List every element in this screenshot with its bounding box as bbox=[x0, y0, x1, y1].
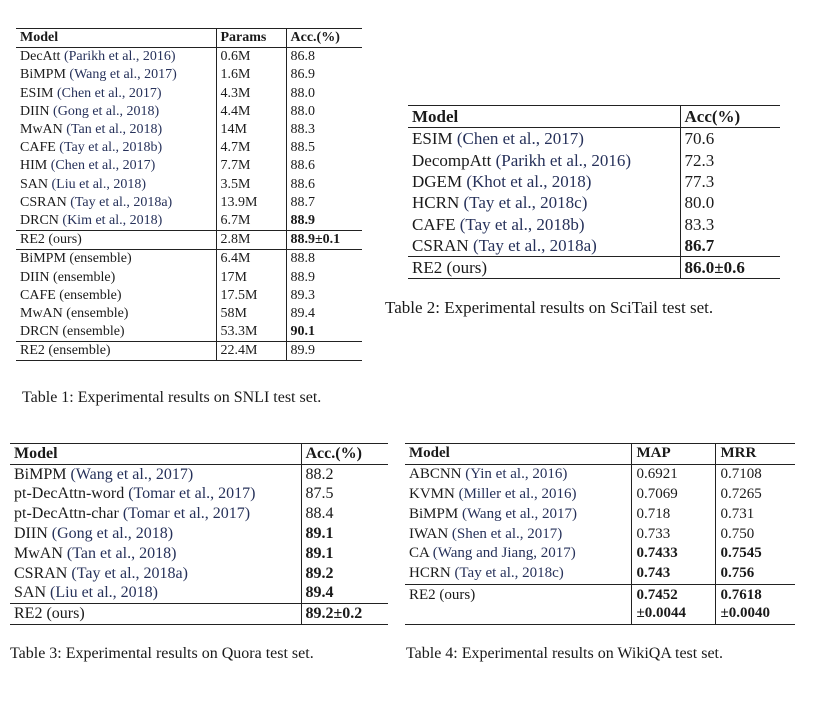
table-body bbox=[16, 48, 362, 361]
params-cell: 4.3M bbox=[216, 85, 286, 103]
table-row bbox=[10, 544, 388, 564]
header-model: Model bbox=[412, 107, 459, 127]
model-cell bbox=[408, 150, 680, 171]
model-cell bbox=[16, 103, 216, 121]
table-row bbox=[16, 250, 362, 269]
header-model: Model bbox=[409, 445, 450, 462]
accuracy-cell: 89.2 bbox=[301, 564, 388, 584]
params-cell: 4.7M bbox=[216, 139, 286, 157]
table-row bbox=[16, 231, 362, 250]
model-cell bbox=[405, 504, 631, 524]
model-cell bbox=[10, 524, 301, 544]
model-citation: (Tomar et al., 2017) bbox=[128, 485, 256, 503]
mrr-cell bbox=[715, 464, 795, 484]
model-cell bbox=[16, 323, 216, 342]
table-row bbox=[408, 128, 780, 150]
model-cell bbox=[10, 564, 301, 584]
model-name: HCRN bbox=[409, 565, 451, 582]
header-mrr: MRR bbox=[715, 444, 795, 465]
table-2-caption: Table 2: Experimental results on SciTail test set. bbox=[385, 298, 714, 317]
accuracy-cell: 88.9±0.1 bbox=[286, 231, 362, 250]
table-row bbox=[16, 103, 362, 121]
model-citation: (Wang et al., 2017) bbox=[69, 67, 177, 83]
params-cell: 3.5M bbox=[216, 176, 286, 194]
model-name: MwAN bbox=[20, 122, 63, 138]
table-body bbox=[405, 464, 795, 624]
scitail-results-table bbox=[408, 105, 780, 279]
accuracy-cell: 88.7 bbox=[286, 194, 362, 212]
model-cell bbox=[16, 121, 216, 139]
model-cell bbox=[10, 544, 301, 564]
table-row bbox=[16, 194, 362, 212]
model-citation: (Chen et al., 2017) bbox=[456, 129, 584, 149]
model-cell bbox=[408, 257, 680, 279]
model-citation: (Wang et al., 2017) bbox=[461, 505, 577, 522]
header-acc: Acc.(%) bbox=[301, 444, 388, 465]
map-cell bbox=[631, 524, 715, 544]
quora-results-table bbox=[10, 443, 388, 625]
model-name: HCRN bbox=[412, 193, 460, 213]
mrr-value: 0.750 bbox=[720, 525, 755, 542]
header-acc: Acc.(%) bbox=[286, 29, 362, 48]
table-row bbox=[16, 121, 362, 139]
table-row bbox=[16, 268, 362, 286]
model-cell bbox=[10, 604, 301, 625]
model-name: BiMPM bbox=[409, 505, 459, 522]
model-name: CSRAN bbox=[412, 235, 469, 255]
table-row bbox=[408, 192, 780, 213]
table-row bbox=[405, 544, 795, 564]
params-cell: 4.4M bbox=[216, 103, 286, 121]
model-citation: (Parikh et al., 2016) bbox=[495, 150, 632, 170]
model-citation: (Tay et al., 2018a) bbox=[71, 564, 188, 582]
mrr-cell bbox=[715, 564, 795, 584]
model-name: DRCN bbox=[20, 212, 59, 228]
accuracy-cell: 88.3 bbox=[286, 121, 362, 139]
accuracy-cell: 89.4 bbox=[286, 305, 362, 323]
model-citation: (Liu et al., 2018) bbox=[51, 176, 146, 192]
model-name: CAFE bbox=[412, 214, 456, 234]
table-row bbox=[405, 464, 795, 484]
mrr-cell bbox=[715, 485, 795, 505]
table-header-row bbox=[16, 29, 362, 48]
params-cell: 53.3M bbox=[216, 323, 286, 342]
model-citation: (Tay et al., 2018c) bbox=[463, 193, 588, 213]
accuracy-cell: 88.6 bbox=[286, 157, 362, 175]
wikiqa-results-table bbox=[405, 443, 795, 625]
map-cell bbox=[631, 485, 715, 505]
model-cell bbox=[405, 464, 631, 484]
model-name: CAFE (ensemble) bbox=[20, 287, 122, 303]
table-row bbox=[10, 464, 388, 484]
accuracy-cell: 89.1 bbox=[301, 524, 388, 544]
table-2 bbox=[408, 105, 780, 279]
table-row bbox=[16, 305, 362, 323]
table-4 bbox=[405, 443, 795, 625]
table-row bbox=[408, 257, 780, 279]
map-value: 0.6921 bbox=[636, 466, 678, 483]
table-body bbox=[10, 464, 388, 624]
accuracy-cell: 88.0 bbox=[286, 85, 362, 103]
table-row bbox=[10, 485, 388, 505]
header-map: MAP bbox=[631, 444, 715, 465]
accuracy-cell: 90.1 bbox=[286, 323, 362, 342]
table-row bbox=[10, 504, 388, 524]
model-citation: (Chen et al., 2017) bbox=[50, 158, 156, 174]
map-value: 0.733 bbox=[636, 525, 671, 542]
accuracy-cell: 89.2±0.2 bbox=[301, 604, 388, 625]
model-name: ESIM bbox=[20, 85, 54, 101]
accuracy-cell: 88.5 bbox=[286, 139, 362, 157]
accuracy-cell: 88.9 bbox=[286, 212, 362, 231]
model-cell bbox=[408, 213, 680, 234]
table-header-row bbox=[405, 444, 795, 465]
model-name: DIIN bbox=[20, 103, 50, 119]
table-row bbox=[405, 485, 795, 505]
accuracy-cell: 88.8 bbox=[286, 250, 362, 269]
table-row bbox=[16, 48, 362, 67]
table-row bbox=[405, 584, 795, 624]
model-citation: (Liu et al., 2018) bbox=[50, 584, 158, 602]
model-cell bbox=[16, 231, 216, 250]
model-cell bbox=[16, 250, 216, 269]
accuracy-cell: 88.2 bbox=[301, 464, 388, 484]
params-cell: 2.8M bbox=[216, 231, 286, 250]
model-citation: (Wang et al., 2017) bbox=[70, 465, 194, 483]
mrr-cell bbox=[715, 504, 795, 524]
table-header-row bbox=[10, 444, 388, 465]
params-cell: 22.4M bbox=[216, 342, 286, 361]
model-cell bbox=[408, 192, 680, 213]
model-name: IWAN bbox=[409, 525, 449, 542]
table-row bbox=[10, 604, 388, 625]
table-row bbox=[16, 66, 362, 84]
model-citation: (Chen et al., 2017) bbox=[56, 85, 162, 101]
model-citation: (Tan et al., 2018) bbox=[66, 544, 177, 562]
model-citation: (Kim et al., 2018) bbox=[62, 212, 163, 228]
accuracy-cell: 80.0 bbox=[680, 192, 780, 213]
params-cell: 17M bbox=[216, 268, 286, 286]
table-4-caption: Table 4: Experimental results on WikiQA test set. bbox=[406, 645, 723, 662]
model-name: pt-DecAttn-word bbox=[14, 485, 125, 503]
model-name: RE2 (ours) bbox=[412, 258, 488, 278]
model-name: MwAN (ensemble) bbox=[20, 305, 129, 321]
model-citation: (Shen et al., 2017) bbox=[451, 525, 563, 542]
model-cell bbox=[16, 342, 216, 361]
model-name: BiMPM (ensemble) bbox=[20, 251, 132, 267]
mrr-cell bbox=[715, 524, 795, 544]
mrr-value: 0.7265 bbox=[720, 485, 762, 502]
params-cell: 14M bbox=[216, 121, 286, 139]
map-cell bbox=[631, 504, 715, 524]
table-header-row bbox=[408, 106, 780, 128]
model-name: BiMPM bbox=[20, 67, 66, 83]
model-cell bbox=[408, 171, 680, 192]
model-cell bbox=[405, 564, 631, 584]
table-row bbox=[10, 584, 388, 604]
model-cell bbox=[16, 48, 216, 67]
params-cell: 6.4M bbox=[216, 250, 286, 269]
mrr-value: 0.7618 bbox=[720, 586, 762, 603]
params-cell: 58M bbox=[216, 305, 286, 323]
model-cell bbox=[16, 157, 216, 175]
map-value: 0.7433 bbox=[636, 545, 678, 562]
params-cell: 7.7M bbox=[216, 157, 286, 175]
accuracy-cell: 89.4 bbox=[301, 584, 388, 604]
map-cell bbox=[631, 464, 715, 484]
table-row bbox=[408, 150, 780, 171]
model-cell bbox=[10, 584, 301, 604]
table-row bbox=[16, 342, 362, 361]
model-cell bbox=[408, 128, 680, 150]
accuracy-cell: 86.8 bbox=[286, 48, 362, 67]
table-body bbox=[408, 128, 780, 279]
map-value: 0.718 bbox=[636, 505, 671, 522]
header-acc: Acc(%) bbox=[680, 106, 780, 128]
table-row bbox=[408, 213, 780, 234]
map-value: 0.743 bbox=[636, 565, 671, 582]
model-citation: (Tay et al., 2018c) bbox=[454, 565, 564, 582]
table-row bbox=[405, 524, 795, 544]
mrr-cell bbox=[715, 584, 795, 624]
model-cell bbox=[16, 305, 216, 323]
map-std: ±0.0044 bbox=[636, 605, 686, 622]
model-cell bbox=[405, 544, 631, 564]
table-row bbox=[10, 524, 388, 544]
model-name: CA bbox=[409, 545, 430, 562]
accuracy-cell: 70.6 bbox=[680, 128, 780, 150]
accuracy-cell: 88.0 bbox=[286, 103, 362, 121]
model-citation: (Parikh et al., 2016) bbox=[63, 49, 176, 65]
model-name: KVMN bbox=[409, 485, 455, 502]
model-citation: (Gong et al., 2018) bbox=[51, 525, 174, 543]
model-citation: (Tay et al., 2018b) bbox=[459, 214, 585, 234]
model-cell bbox=[16, 194, 216, 212]
accuracy-cell: 83.3 bbox=[680, 213, 780, 234]
params-cell: 6.7M bbox=[216, 212, 286, 231]
model-name: RE2 (ours) bbox=[20, 232, 82, 248]
table-3-caption: Table 3: Experimental results on Quora test set. bbox=[10, 645, 314, 662]
table-row bbox=[16, 157, 362, 175]
model-name: MwAN bbox=[14, 544, 63, 562]
model-name: CAFE bbox=[20, 140, 56, 156]
model-name: SAN bbox=[14, 584, 47, 602]
table-row bbox=[16, 323, 362, 342]
model-citation: (Tomar et al., 2017) bbox=[122, 505, 251, 523]
table-row bbox=[16, 212, 362, 231]
accuracy-cell: 86.9 bbox=[286, 66, 362, 84]
model-citation: (Tay et al., 2018a) bbox=[70, 194, 173, 210]
accuracy-cell: 88.9 bbox=[286, 268, 362, 286]
map-value: 0.7452 bbox=[636, 586, 678, 603]
header-model: Model bbox=[14, 444, 58, 462]
model-cell bbox=[10, 464, 301, 484]
model-citation: (Tay et al., 2018a) bbox=[472, 235, 597, 255]
accuracy-cell: 89.1 bbox=[301, 544, 388, 564]
model-cell bbox=[10, 504, 301, 524]
model-cell bbox=[16, 139, 216, 157]
model-cell bbox=[405, 485, 631, 505]
model-name: CSRAN bbox=[20, 194, 67, 210]
model-name: RE2 (ours) bbox=[409, 586, 476, 603]
map-cell bbox=[631, 564, 715, 584]
model-citation: (Khot et al., 2018) bbox=[466, 172, 592, 192]
model-name: CSRAN bbox=[14, 564, 68, 582]
model-name: BiMPM bbox=[14, 465, 67, 483]
model-name: ESIM bbox=[412, 129, 453, 149]
model-name: DGEM bbox=[412, 172, 463, 192]
model-name: RE2 (ensemble) bbox=[20, 343, 111, 359]
params-cell: 0.6M bbox=[216, 48, 286, 67]
mrr-value: 0.7108 bbox=[720, 466, 762, 483]
table-1 bbox=[16, 28, 362, 361]
model-cell bbox=[16, 287, 216, 305]
mrr-value: 0.731 bbox=[720, 505, 755, 522]
model-name: SAN bbox=[20, 176, 49, 192]
model-name: DecompAtt bbox=[412, 150, 492, 170]
model-citation: (Wang and Jiang, 2017) bbox=[432, 545, 576, 562]
model-name: pt-DecAttn-char bbox=[14, 505, 119, 523]
mrr-std: ±0.0040 bbox=[720, 605, 770, 622]
model-name: RE2 (ours) bbox=[14, 605, 85, 623]
model-cell bbox=[10, 485, 301, 505]
table-3 bbox=[10, 443, 388, 625]
accuracy-cell: 72.3 bbox=[680, 150, 780, 171]
model-name: DecAtt bbox=[20, 49, 61, 65]
model-citation: (Gong et al., 2018) bbox=[53, 103, 160, 119]
accuracy-cell: 88.6 bbox=[286, 176, 362, 194]
params-cell: 13.9M bbox=[216, 194, 286, 212]
map-cell bbox=[631, 544, 715, 564]
model-name: DIIN (ensemble) bbox=[20, 269, 116, 285]
header-model: Model bbox=[20, 30, 59, 46]
model-cell bbox=[16, 85, 216, 103]
model-cell bbox=[408, 235, 680, 257]
table-row bbox=[16, 176, 362, 194]
table-row bbox=[16, 139, 362, 157]
model-name: HIM bbox=[20, 158, 48, 174]
model-name: DRCN (ensemble) bbox=[20, 324, 125, 340]
model-name: DIIN bbox=[14, 525, 48, 543]
model-citation: (Tan et al., 2018) bbox=[66, 122, 163, 138]
table-row bbox=[408, 235, 780, 257]
accuracy-cell: 86.7 bbox=[680, 235, 780, 257]
table-row bbox=[16, 287, 362, 305]
model-name: ABCNN bbox=[409, 466, 462, 483]
map-cell bbox=[631, 584, 715, 624]
mrr-value: 0.756 bbox=[720, 565, 755, 582]
model-cell bbox=[16, 268, 216, 286]
header-params: Params bbox=[216, 29, 286, 48]
accuracy-cell: 77.3 bbox=[680, 171, 780, 192]
model-cell bbox=[405, 524, 631, 544]
mrr-value: 0.7545 bbox=[720, 545, 762, 562]
model-cell bbox=[16, 66, 216, 84]
model-cell bbox=[405, 584, 631, 624]
accuracy-cell: 89.3 bbox=[286, 287, 362, 305]
map-value: 0.7069 bbox=[636, 485, 678, 502]
model-citation: (Yin et al., 2016) bbox=[465, 466, 568, 483]
table-row bbox=[405, 504, 795, 524]
snli-results-table bbox=[16, 28, 362, 361]
table-row bbox=[408, 171, 780, 192]
accuracy-cell: 88.4 bbox=[301, 504, 388, 524]
model-citation: (Tay et al., 2018b) bbox=[59, 140, 163, 156]
table-1-caption: Table 1: Experimental results on SNLI test set. bbox=[22, 389, 322, 406]
params-cell: 1.6M bbox=[216, 66, 286, 84]
model-cell bbox=[16, 176, 216, 194]
mrr-cell bbox=[715, 544, 795, 564]
table-row bbox=[16, 85, 362, 103]
accuracy-cell: 89.9 bbox=[286, 342, 362, 361]
params-cell: 17.5M bbox=[216, 287, 286, 305]
table-row bbox=[10, 564, 388, 584]
model-cell bbox=[16, 212, 216, 231]
table-row bbox=[405, 564, 795, 584]
accuracy-cell: 87.5 bbox=[301, 485, 388, 505]
model-citation: (Miller et al., 2016) bbox=[458, 485, 577, 502]
accuracy-cell: 86.0±0.6 bbox=[680, 257, 780, 279]
